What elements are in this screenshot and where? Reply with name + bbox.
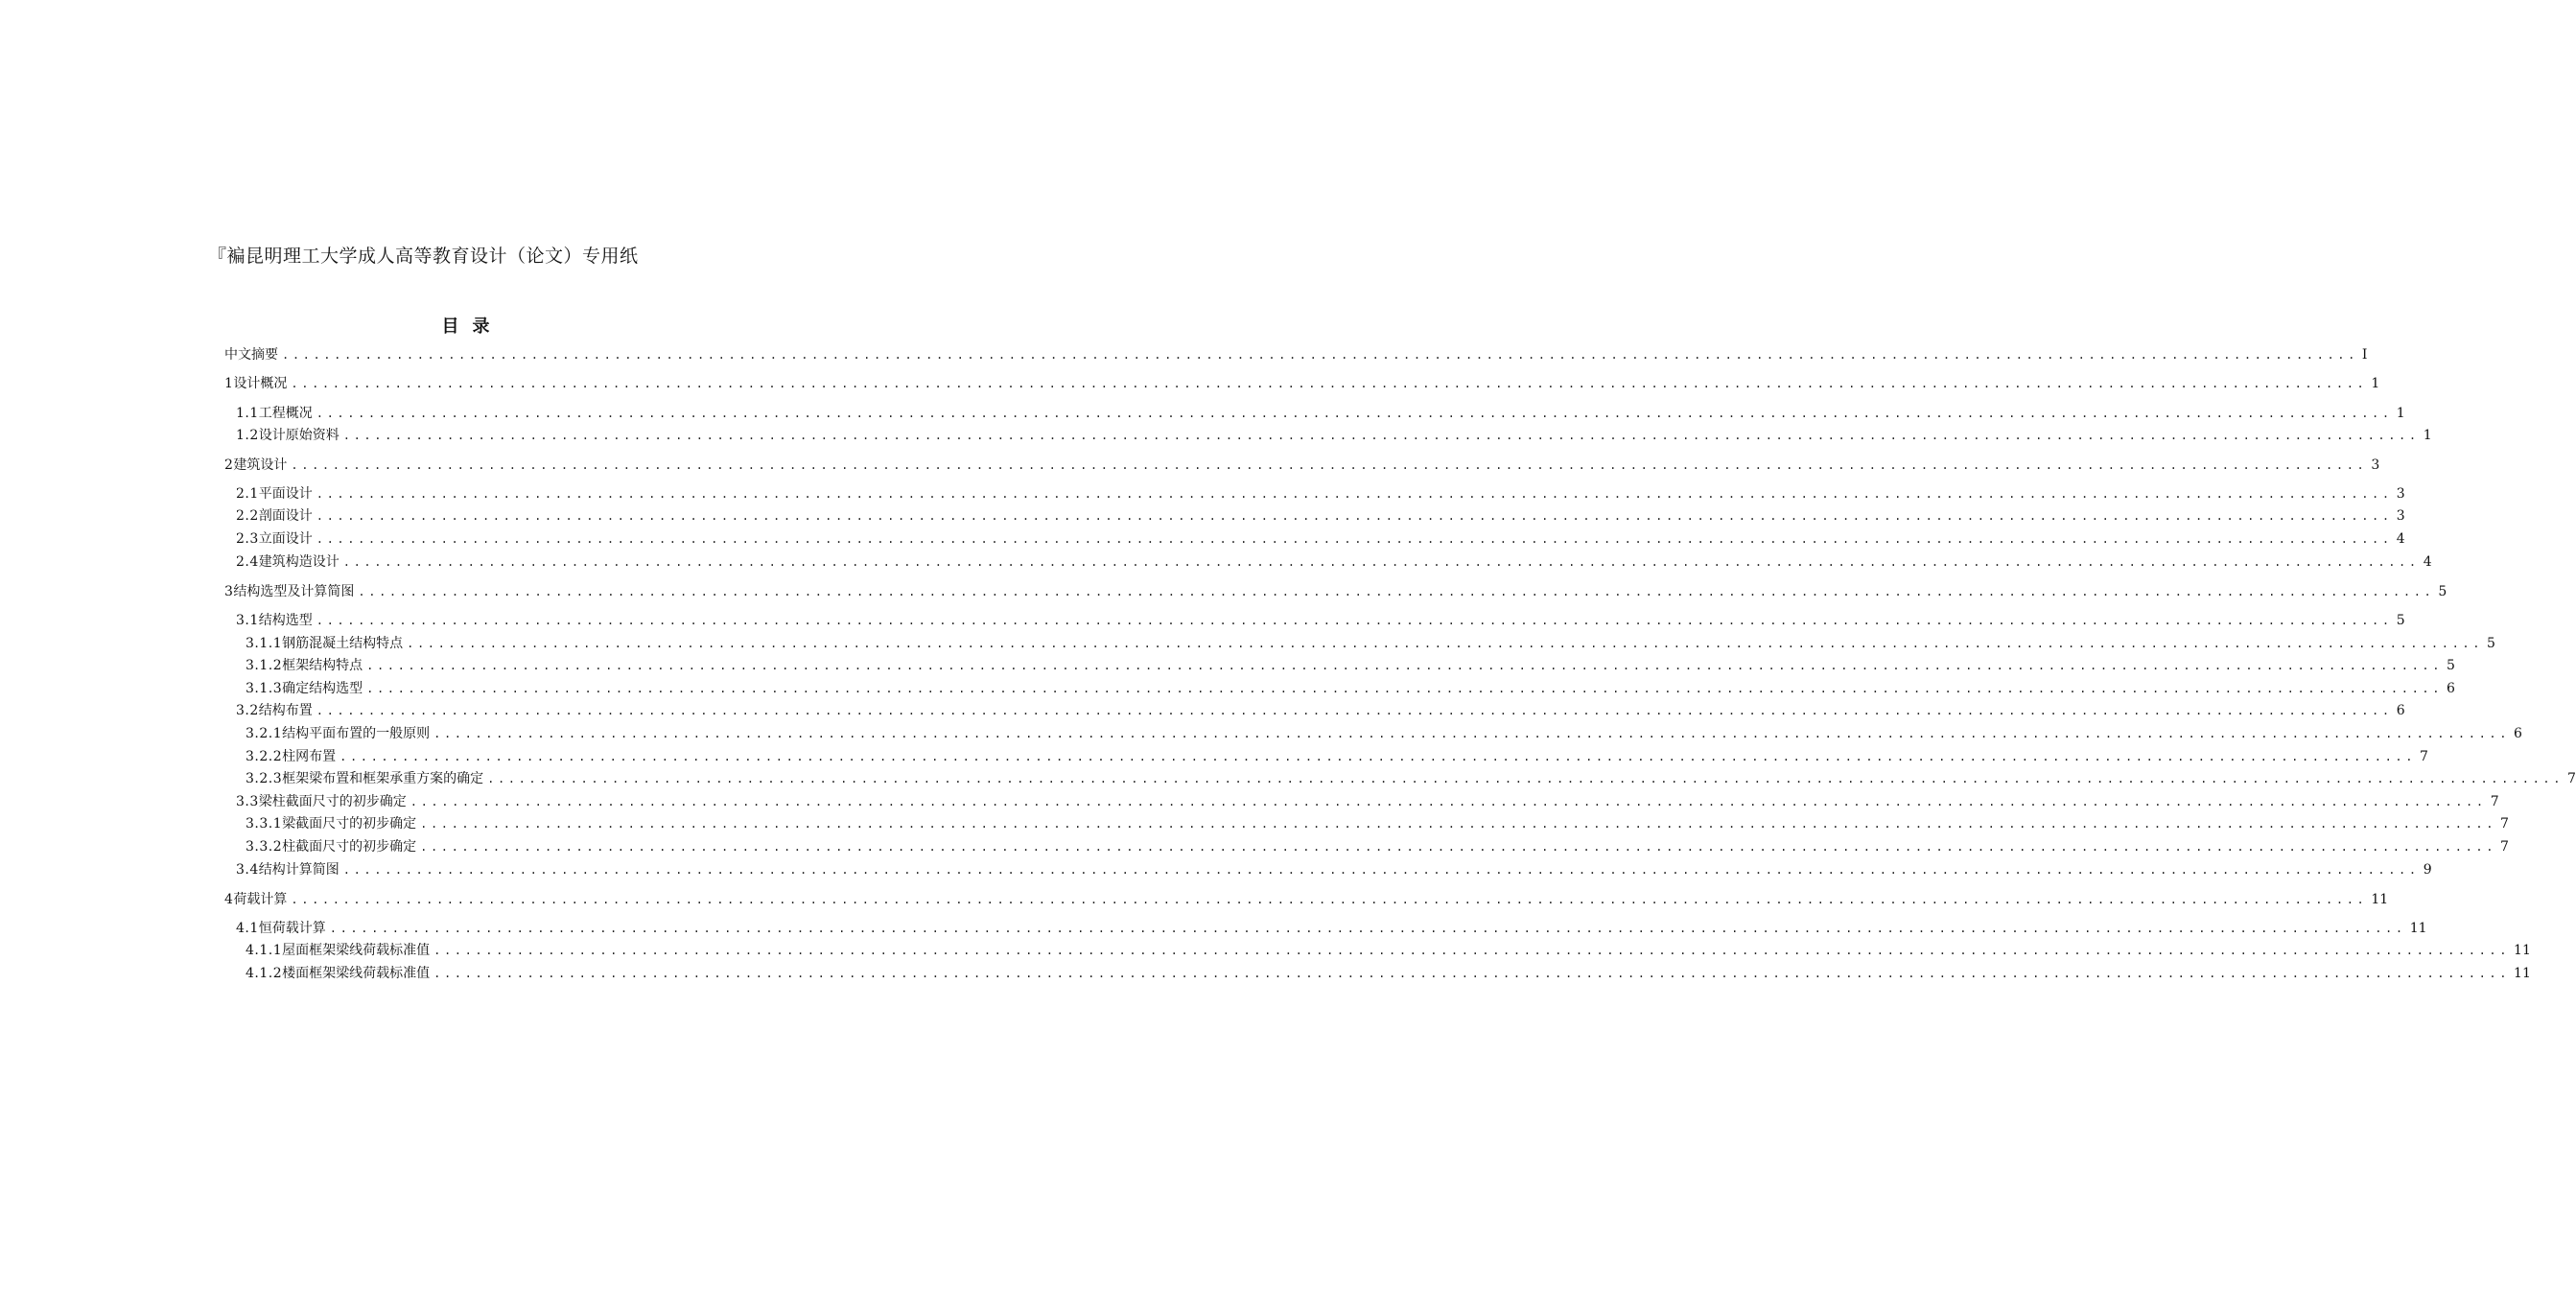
toc-leader-dots: ........................................................................................................................................................................................................ bbox=[433, 944, 2511, 957]
toc-entry-page: 11 bbox=[2371, 892, 2389, 907]
toc-entry-label: 梁截面尺寸的初步确定 bbox=[282, 816, 417, 832]
toc-entry-number: 4.1.2 bbox=[246, 966, 283, 981]
toc-entry[interactable] bbox=[246, 724, 2522, 743]
toc-entry[interactable] bbox=[224, 582, 2447, 601]
toc-entry-page: 3 bbox=[2371, 457, 2380, 473]
toc-leader-dots: ........................................................................................................................................................................................................ bbox=[420, 817, 2497, 831]
toc-entry[interactable] bbox=[246, 814, 2509, 833]
toc-entry-number: 3.1 bbox=[236, 613, 259, 628]
toc-entry-label: 结构计算简图 bbox=[258, 862, 340, 878]
toc-entry-page: 5 bbox=[2438, 584, 2447, 599]
toc-entry[interactable] bbox=[224, 345, 2368, 364]
toc-entry-number: 2.4 bbox=[236, 554, 259, 570]
toc-entry-page: 1 bbox=[2396, 406, 2405, 421]
toc-leader-dots: ........................................................................................................................................................................................................ bbox=[342, 555, 2420, 569]
toc-leader-dots: ........................................................................................................................................................................................................ bbox=[316, 509, 2393, 523]
toc-leader-dots: ........................................................................................................................................................................................................ bbox=[291, 893, 2368, 906]
toc-entry[interactable] bbox=[246, 769, 2576, 788]
toc-leader-dots: ........................................................................................................................................................................................................ bbox=[316, 487, 2393, 501]
toc-entry[interactable] bbox=[224, 456, 2380, 475]
toc-entry-label: 建筑构造设计 bbox=[258, 554, 340, 570]
toc-entry[interactable] bbox=[236, 426, 2432, 445]
toc-entry-label: 平面设计 bbox=[258, 486, 313, 502]
toc-leader-dots: ........................................................................................................................................................................................................ bbox=[366, 682, 2444, 695]
toc-entry-number: 3.2 bbox=[236, 703, 259, 718]
toc-leader-dots: ........................................................................................................................................................................................................ bbox=[316, 704, 2393, 717]
toc-entry[interactable] bbox=[236, 529, 2405, 549]
toc-entry-number: 3.3 bbox=[236, 794, 259, 809]
toc-entry-page: 7 bbox=[2490, 794, 2499, 809]
toc-entry[interactable] bbox=[224, 374, 2380, 393]
toc-entry-number: 1.1 bbox=[236, 406, 259, 421]
toc-entry-label: 结构布置 bbox=[258, 703, 313, 718]
toc-entry-label: 中文摘要 bbox=[224, 347, 278, 363]
toc-entry-label: 柱网布置 bbox=[282, 749, 337, 764]
toc-leader-dots: ........................................................................................................................................................................................................ bbox=[487, 772, 2564, 785]
toc-entry[interactable] bbox=[246, 656, 2455, 675]
toc-entry[interactable] bbox=[236, 552, 2432, 572]
toc-leader-dots: ........................................................................................................................................................................................................ bbox=[366, 659, 2444, 672]
toc-entry-page: 5 bbox=[2487, 636, 2495, 651]
toc-entry[interactable] bbox=[246, 941, 2531, 960]
toc-entry-number: 3.2.2 bbox=[246, 749, 283, 764]
toc-entry-page: 11 bbox=[2514, 943, 2531, 958]
toc-entry-label: 梁柱截面尺寸的初步确定 bbox=[258, 794, 407, 809]
toc-entry-number: 4.1 bbox=[236, 921, 259, 936]
toc-entry-label: 框架梁布置和框架承重方案的确定 bbox=[282, 771, 484, 786]
toc-entry[interactable] bbox=[236, 506, 2405, 526]
toc-leader-dots: ........................................................................................................................................................................................................ bbox=[342, 429, 2420, 442]
toc-entry-label: 钢筋混凝土结构特点 bbox=[282, 636, 404, 651]
toc-entry[interactable] bbox=[236, 701, 2405, 720]
toc-entry-page: 11 bbox=[2409, 921, 2427, 936]
toc-entry-page: 11 bbox=[2514, 966, 2531, 981]
toc-entry-number: 2.1 bbox=[236, 486, 259, 502]
toc-entry-page: 3 bbox=[2396, 508, 2405, 524]
toc-entry-label: 荷载计算 bbox=[233, 892, 288, 907]
toc-entry-page: I bbox=[2361, 347, 2368, 363]
toc-entry[interactable] bbox=[236, 860, 2432, 879]
toc-leader-dots: ........................................................................................................................................................................................................ bbox=[407, 637, 2484, 650]
toc-entry[interactable] bbox=[236, 404, 2405, 423]
toc-leader-dots: ........................................................................................................................................................................................................ bbox=[340, 750, 2417, 763]
toc-entry-label: 设计原始资料 bbox=[258, 428, 340, 443]
toc-entry[interactable] bbox=[246, 679, 2455, 698]
toc-entry[interactable] bbox=[246, 837, 2509, 856]
toc-entry-page: 5 bbox=[2396, 613, 2405, 628]
toc-entry-label: 工程概况 bbox=[258, 406, 313, 421]
toc-entry-page: 7 bbox=[2567, 771, 2576, 786]
toc-entry-label: 楼面框架梁线荷载标准值 bbox=[282, 966, 431, 981]
toc-entry-page: 7 bbox=[2500, 816, 2509, 832]
toc-entry-number: 3.4 bbox=[236, 862, 259, 878]
toc-entry-label: 立面设计 bbox=[258, 531, 313, 547]
toc-entry[interactable] bbox=[224, 890, 2389, 909]
toc-entry-number: 3 bbox=[224, 584, 234, 599]
toc-entry-label: 结构选型 bbox=[258, 613, 313, 628]
toc-entry-number: 3.3.2 bbox=[246, 839, 283, 855]
toc-entry-number: 2.2 bbox=[236, 508, 259, 524]
toc-leader-dots: ........................................................................................................................................................................................................ bbox=[358, 585, 2435, 598]
toc-entry-page: 6 bbox=[2396, 703, 2405, 718]
toc-leader-dots: ........................................................................................................................................................................................................ bbox=[291, 458, 2368, 472]
toc-entry-label: 建筑设计 bbox=[233, 457, 288, 473]
toc-entry-number: 3.2.3 bbox=[246, 771, 283, 786]
toc-entry-number: 3.1.1 bbox=[246, 636, 283, 651]
toc-entry-page: 6 bbox=[2447, 681, 2455, 696]
toc-entry-label: 设计概况 bbox=[233, 376, 288, 391]
toc-entry-number: 4 bbox=[224, 892, 234, 907]
toc-entry-page: 4 bbox=[2396, 531, 2405, 547]
toc-entry[interactable] bbox=[236, 792, 2499, 811]
toc-leader-dots: ........................................................................................................................................................................................................ bbox=[329, 922, 2406, 935]
toc-entry-page: 7 bbox=[2500, 839, 2509, 855]
toc-entry-page: 3 bbox=[2396, 486, 2405, 502]
toc-leader-dots: ........................................................................................................................................................................................................ bbox=[316, 407, 2393, 420]
toc-entry[interactable] bbox=[236, 611, 2405, 630]
toc-leader-dots: ........................................................................................................................................................................................................ bbox=[420, 840, 2497, 854]
toc-entry-label: 框架结构特点 bbox=[282, 658, 363, 673]
page-title: 目录 bbox=[441, 316, 503, 337]
toc-leader-dots: ........................................................................................................................................................................................................ bbox=[410, 795, 2487, 809]
toc-entry-label: 剖面设计 bbox=[258, 508, 313, 524]
toc-entry-number: 4.1.1 bbox=[246, 943, 283, 958]
toc-entry-page: 1 bbox=[2371, 376, 2380, 391]
toc-entry-number: 3.1.3 bbox=[246, 681, 283, 696]
toc-leader-dots: ........................................................................................................................................................................................................ bbox=[316, 532, 2393, 546]
toc-entry-page: 4 bbox=[2423, 554, 2432, 570]
toc-entry-page: 9 bbox=[2423, 862, 2432, 878]
toc-entry[interactable] bbox=[246, 747, 2428, 766]
toc-leader-dots: ........................................................................................................................................................................................................ bbox=[342, 863, 2420, 877]
toc-entry-number: 3.1.2 bbox=[246, 658, 283, 673]
toc-entry-label: 确定结构选型 bbox=[282, 681, 363, 696]
toc-entry-page: 1 bbox=[2423, 428, 2432, 443]
toc-entry-number: 2 bbox=[224, 457, 234, 473]
toc-entry[interactable] bbox=[236, 484, 2405, 504]
toc-entry-number: 1 bbox=[224, 376, 234, 391]
toc-entry-number: 3.3.1 bbox=[246, 816, 283, 832]
toc-entry-label: 屋面框架梁线荷载标准值 bbox=[282, 943, 431, 958]
toc-entry-number: 3.2.1 bbox=[246, 726, 283, 741]
page-header: 『褊昆明理工大学成人高等教育设计（论文）专用纸 bbox=[208, 246, 639, 267]
toc-entry-label: 结构选型及计算简图 bbox=[233, 584, 355, 599]
toc-leader-dots: ........................................................................................................................................................................................................ bbox=[316, 614, 2393, 627]
toc-leader-dots: ........................................................................................................................................................................................................ bbox=[282, 348, 2358, 362]
toc-entry-page: 6 bbox=[2514, 726, 2522, 741]
toc-leader-dots: ........................................................................................................................................................................................................ bbox=[433, 967, 2511, 980]
toc-entry[interactable] bbox=[246, 964, 2531, 983]
toc-entry[interactable] bbox=[236, 919, 2427, 938]
toc-entry-page: 5 bbox=[2447, 658, 2455, 673]
toc-entry-number: 2.3 bbox=[236, 531, 259, 547]
toc-entry-label: 恒荷载计算 bbox=[258, 921, 326, 936]
toc-entry[interactable] bbox=[246, 634, 2495, 653]
toc-entry-number: 1.2 bbox=[236, 428, 259, 443]
toc-leader-dots: ........................................................................................................................................................................................................ bbox=[433, 727, 2511, 740]
toc-leader-dots: ........................................................................................................................................................................................................ bbox=[291, 377, 2368, 390]
toc-entry-label: 柱截面尺寸的初步确定 bbox=[282, 839, 417, 855]
toc-entry-label: 结构平面布置的一般原则 bbox=[282, 726, 431, 741]
toc-entry-page: 7 bbox=[2420, 749, 2428, 764]
